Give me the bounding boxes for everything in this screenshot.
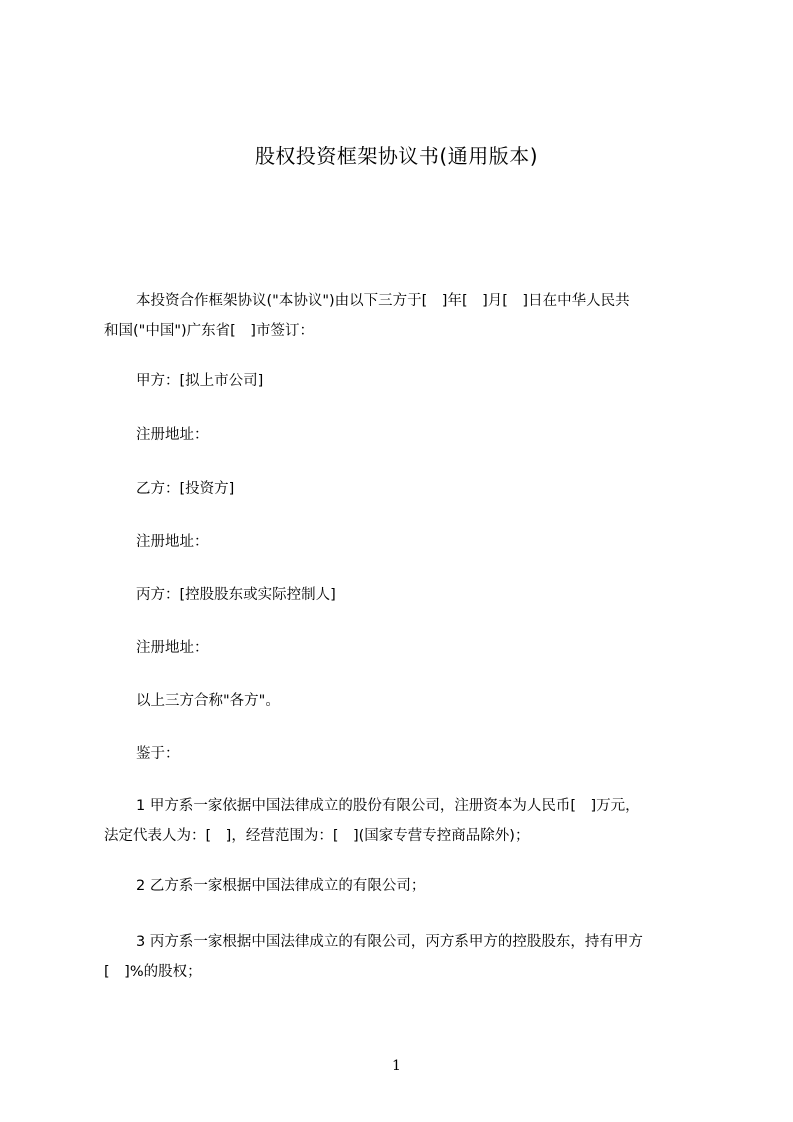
recital-3-line-2: [ ]%的股权； [104, 964, 202, 980]
recital-3 [104, 927, 704, 987]
recital-1-line-1: 1 甲方系一家依据中国法律成立的股份有限公司，注册资本为人民币[ ]万元， [136, 798, 640, 814]
recital-2-line-1: 2 乙方系一家根据中国法律成立的有限公司； [136, 878, 426, 894]
whereas-heading: 鉴于： [136, 746, 180, 762]
party-a-address: 注册地址： [136, 427, 209, 443]
party-c: 丙方：[控股股东或实际控制人] [136, 587, 336, 603]
party-b: 乙方：[投资方] [136, 481, 235, 497]
collective-definition: 以上三方合称"各方"。 [136, 693, 280, 709]
recital-1-line-2: 法定代表人为：[ ]，经营范围为：[ ](国家专营专控商品除外)； [104, 828, 530, 844]
document-title: 股权投资框架协议书(通用版本) [254, 144, 539, 168]
recital-3-line-1: 3 丙方系一家根据中国法律成立的有限公司，丙方系甲方的控股股东，持有甲方 [136, 934, 643, 950]
party-b-address: 注册地址： [136, 534, 209, 550]
intro-paragraph [104, 286, 704, 346]
page-number: 1 [392, 1058, 401, 1074]
recital-1 [104, 791, 704, 851]
recital-2 [104, 871, 704, 901]
party-c-address: 注册地址： [136, 640, 209, 656]
intro-line-1: 本投资合作框架协议("本协议")由以下三方于[ ]年[ ]月[ ]日在中华人民共 [136, 293, 630, 309]
intro-line-2: 和国("中国")广东省[ ]市签订： [104, 323, 314, 339]
party-a: 甲方：[拟上市公司] [136, 373, 264, 389]
